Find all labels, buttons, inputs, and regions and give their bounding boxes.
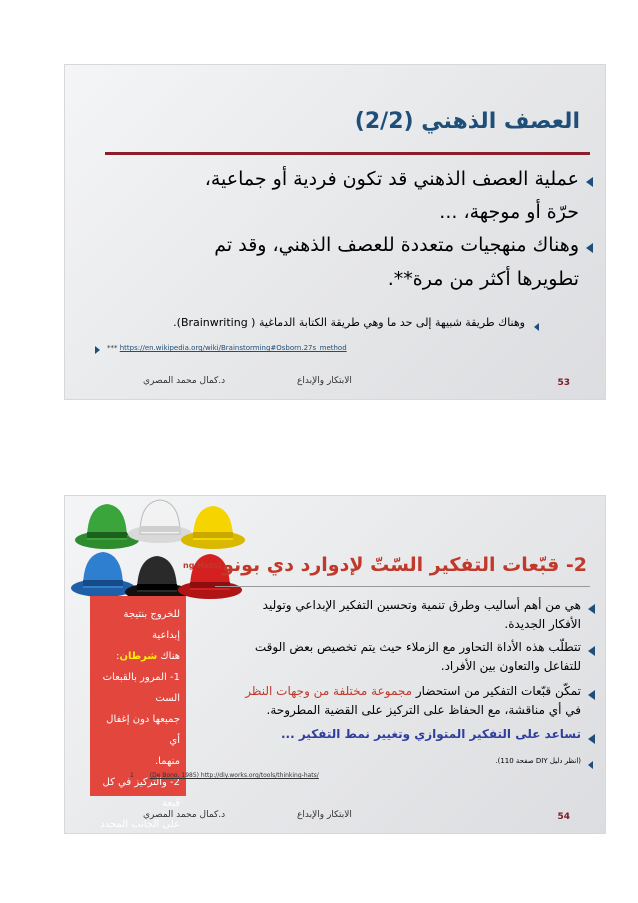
title-latin-fragment: ng Hats) <box>183 561 222 570</box>
reference-prefix: 1 <box>130 772 134 779</box>
footer-author: د.كمال محمد المصري <box>143 376 226 386</box>
white-hat-icon <box>128 500 192 543</box>
slide-title: العصف الذهني (2/2) <box>354 109 580 134</box>
title-divider <box>105 152 590 155</box>
box-line: ومنع التداخل بين <box>111 861 180 872</box>
bullet-text: وهناك طريقة شبيهة إلى حد ما وهي طريقة الكتابة الدماغية ( Brainwriting). <box>173 316 525 329</box>
title-divider <box>215 586 590 587</box>
page-number: 53 <box>557 378 570 388</box>
bullet-line: تتطلّب هذه الأداة التحاور مع الزملاء حيث يتم تخصيص بعض الوقت <box>254 640 581 654</box>
bullet-arrow-icon <box>588 690 595 700</box>
bullet-line: الأفكار الجديدة. <box>504 617 581 631</box>
bullet-text <box>201 638 581 676</box>
yellow-hat-icon <box>181 506 245 549</box>
bullet-arrow-icon <box>534 323 539 331</box>
box-line: على الجانب المحدد لها، <box>100 819 180 851</box>
bullet-text <box>79 163 579 229</box>
box-line: جميعها دون إغفال أي <box>106 714 180 746</box>
bullet-text <box>201 596 581 634</box>
footer-subject: الابتكار والإبداع <box>297 810 352 820</box>
bullet-line: تطويرها أكثر من مرة**. <box>387 268 579 290</box>
bullet-arrow-icon <box>588 646 595 656</box>
bullet-text <box>191 682 581 720</box>
page-number: 54 <box>557 812 570 822</box>
bullet-line: في أي مناقشة، مع الحفاظ على التركيز على القضية المطروحة. <box>266 703 581 717</box>
footer-author: د.كمال محمد المصري <box>143 810 226 820</box>
slide-54 <box>65 496 605 893</box>
bullet-arrow-icon <box>588 604 595 614</box>
bullet-arrow-icon <box>586 243 593 253</box>
note-text: (انظر دليل DIY صفحة 110). <box>495 757 581 765</box>
bullet-line: هي من أهم أساليب وطرق تنمية وتحسين التفكير الإبداعي وتوليد <box>262 598 581 612</box>
bullet-line: وهناك منهجيات متعددة للعصف الذهني، وقد تم <box>214 234 579 256</box>
footer-subject: الابتكار والإبداع <box>297 376 352 386</box>
reference-link[interactable]: (De Bono, 1985) http://diy.works.org/tools/thinking-hats/ <box>149 772 319 779</box>
box-line: منهما. <box>155 756 180 767</box>
reference-prefix: *** <box>107 344 118 352</box>
slide-53 <box>65 65 605 399</box>
reference-link[interactable]: https://en.wikipedia.org/wiki/Brainstorming#Osborn.27s_method <box>119 344 347 352</box>
reference-line <box>107 344 347 352</box>
box-line: القبعات. <box>145 882 180 893</box>
slide-title: 2- قبّعات التفكير السّتّ لإدوارد دي بونو <box>222 554 587 576</box>
bullet-line: حرّة أو موجهة، ... <box>439 201 579 223</box>
bullet-text <box>79 228 579 296</box>
box-line: 2- والتركيز في كل قبعة <box>102 777 180 809</box>
bullet-arrow-icon <box>588 761 593 769</box>
bullet-line: تمكّن قبّعات التفكير من استحضار مجموعة مختلفة من وجهات النظر <box>245 684 581 698</box>
reference-line <box>130 772 319 779</box>
bullet-text: تساعد على التفكير المتوازي وتغيير نمط التفكير ... <box>280 727 581 741</box>
bullet-line: للتفاعل والتعاون بين الأفراد. <box>440 659 581 673</box>
blue-hat-icon <box>71 552 135 597</box>
bullet-arrow-icon <box>586 177 593 187</box>
bullet-arrow-icon <box>95 346 100 354</box>
bullet-arrow-icon <box>588 734 595 744</box>
box-line: للخروج بنتيجة إبداعية <box>123 609 180 641</box>
black-hat-icon <box>125 556 189 601</box>
box-line: هناك شرطان: <box>116 651 180 662</box>
bullet-line: عملية العصف الذهني قد تكون فردية أو جماعية، <box>204 168 579 190</box>
green-hat-icon <box>75 504 139 549</box>
box-line: 1- المرور بالقبعات الست <box>102 672 180 704</box>
